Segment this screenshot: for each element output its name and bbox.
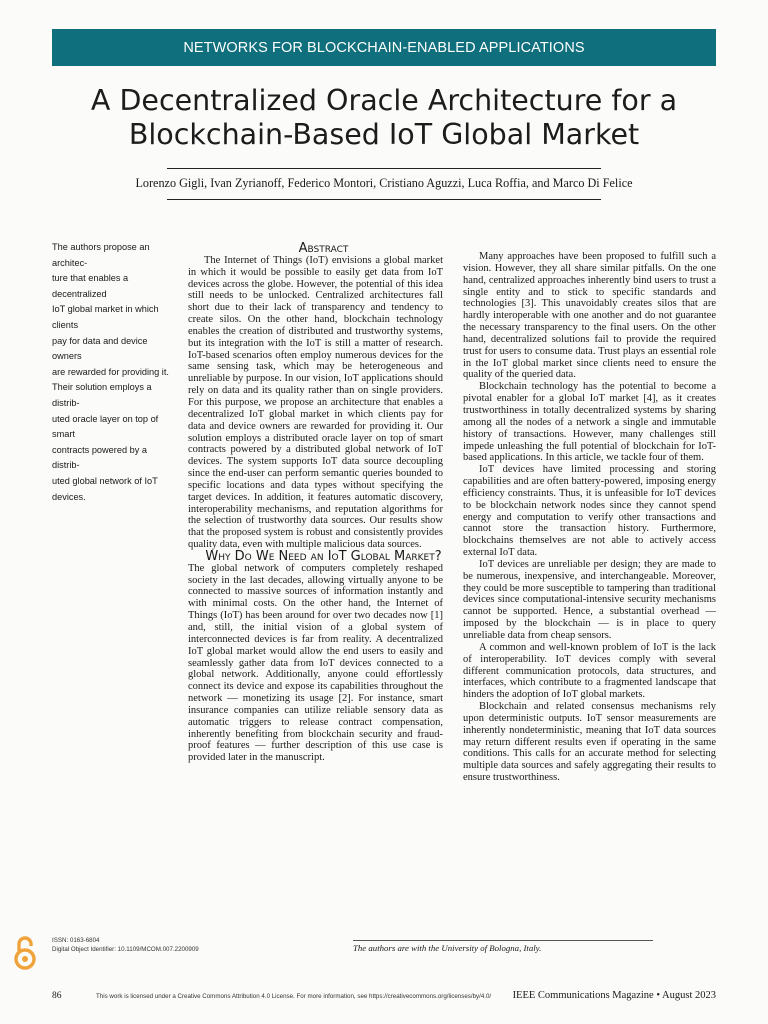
sidebar-line: are rewarded for providing it.	[52, 366, 169, 377]
doi-line: Digital Object Identifier: 10.1109/MCOM.007.2200909	[52, 946, 199, 953]
author-list: Lorenzo Gigli, Ivan Zyrianoff, Federico Montori, Cristiano Aguzzi, Luca Roffia, and Marco Di Felice	[135, 176, 633, 190]
sidebar-line: Their solution employs a distrib-	[52, 382, 152, 408]
section-banner: NETWORKS FOR BLOCKCHAIN-ENABLED APPLICATIONS	[52, 29, 716, 66]
body-paragraph: Blockchain and related consensus mechanisms rely upon deterministic outputs. IoT sensor measurements are inherently nondeterministic, meaning that IoT data sources may return different results even if operating in the same conditions. This calls for an accurate method for selecting multiple data sources and safely aggregating their results to ensure trustworthiness.	[463, 701, 716, 784]
body-paragraph: Many approaches have been proposed to fulfill such a vision. However, they all share similar pitfalls. On the one hand, centralized approaches inherently bind users to trust a single entity and to stick to specific standards and technologies [3]. This unavoidably creates silos that are hardly interoperable with one another and do not guarantee the necessary transparency to the final users. On the other hand, decentralized solutions fail to provide the required trust for users to consume data. Trust plays an essential role in the IoT global market since clients need to ensure the quality of the queried data.	[463, 251, 716, 381]
title-line-1: A Decentralized Oracle Architecture for a	[90, 84, 678, 117]
title-rule-bottom	[167, 199, 601, 200]
issn-line: ISSN: 0163-6804	[52, 937, 100, 944]
body-paragraph: Blockchain technology has the potential to become a pivotal enabler for a global IoT market [4], as it creates trustworthiness in totally decentralized systems by sharing among all the nodes of a network a single and immutable history of transactions. However, many challenges still impede unleashing the full potential of blockchain for IoT-based applications. In this article, we tackle four of them.	[463, 381, 716, 464]
footnote-rule	[353, 940, 653, 941]
body-paragraph: IoT devices are unreliable per design; they are made to be numerous, inexpensive, and interchangeable. Moreover, they could be more susceptible to tampering than traditional devices since computational-intensive security mechanisms cannot be supported. Hence, a substantial overhead — imposed by the blockchain — is in place to query unreliable data from cheap sensors.	[463, 558, 716, 641]
sidebar-line: uted global network of IoT devices.	[52, 475, 158, 502]
license-notice: This work is licensed under a Creative Commons Attribution 4.0 License. For more information, see https://creativecommons.org/licenses/by/4.0/	[96, 993, 492, 1000]
sidebar-line: The authors propose an architec-	[52, 242, 150, 268]
section-heading: Why Do We Need an IoT Global Market?	[205, 548, 442, 564]
right-column	[463, 251, 716, 784]
section-paragraph: The global network of computers completely reshaped society in the last decades, allowing virtually anyone to be connected to massive sources of information instantly and with minimal costs. On the other hand, the Internet of Things (IoT) has been around for over two decades now [1] and, still, the initial vision of a global system of interconnected devices is far from reality. A decentralized IoT global market would allow the end users to easily and seamlessly gather data from IoT devices connected to a global network. Additionally, anyone could effortlessly connect its device and expose its capabilities throughout the network — monetizing its usage [2]. For instance, smart insurance companies can utilize reliable sensory data as automatic triggers to release contract compensation, inherently benefiting from blockchain security and fraud-proof features — further description of this use case is provided later in the manuscript.	[188, 562, 443, 764]
abstract-heading: Abstract	[298, 241, 349, 256]
body-paragraph: A common and well-known problem of IoT is the lack of interoperability. IoT devices comply with several different communication protocols, data structures, and interfaces, which contribute to a fragmented landscape that hinders the adoption of IoT global markets.	[463, 641, 716, 701]
left-column	[188, 243, 443, 764]
journal-footer: IEEE Communications Magazine • August 2023	[512, 990, 716, 1001]
sidebar-line: ture that enables a decentralized	[52, 273, 129, 299]
page-number: 86	[52, 991, 62, 1001]
title-rule-top	[167, 168, 601, 169]
issn-block	[52, 936, 199, 954]
body-paragraph: IoT devices have limited processing and storing capabilities and are often battery-powered, imposing energy efficiency constraints. Thus, it is unfeasible for IoT devices to be blockchain network nodes since they cannot spend energy and computation to verify other transactions and cannot store the transaction history. Furthermore, blockchains themselves are not able to actively access external IoT data.	[463, 464, 716, 559]
author-affiliation-footnote: The authors are with the University of Bologna, Italy.	[353, 943, 542, 953]
summary-sidebar	[52, 240, 170, 505]
sidebar-line: uted oracle layer on top of smart	[52, 413, 159, 440]
sidebar-line: contracts powered by a distrib-	[52, 444, 147, 471]
sidebar-line: pay for data and device owners	[52, 335, 148, 362]
open-access-lock-icon	[13, 935, 37, 971]
sidebar-line: IoT global market in which clients	[52, 304, 159, 330]
paper-title	[40, 84, 728, 152]
title-line-2: Blockchain-Based IoT Global Market	[128, 118, 640, 151]
abstract-body: The Internet of Things (IoT) envisions a global market in which it would be possible to easily get data from IoT devices across the globe. However, the potential of this idea still needs to be unlocked. Centralized architectures fall short due to their lack of transparency and tendency to create silos. On the other hand, blockchain technology enables the creation of distributed and trustworthy systems, but its integration with the IoT is still a matter of research. IoT-based scenarios often employ numerous devices for the same sensing task, which may be heterogeneous and unreliable by purpose. In our vision, IoT applications should rely on data and its quality rather than on single providers. For this purpose, we propose an architecture that enables a decentralized IoT global market in which clients pay for data and device owners are rewarded for providing it. Our solution employs a distributed oracle layer on top of smart contracts powered by a distributed global network of IoT devices. The system supports IoT data source decoupling since the end-user can perform semantic queries bounded to specific locations and data types without specifying the target devices. In addition, it features automatic discovery, interoperability mechanisms, and reputation algorithms for the selection of trustworthy data sources. Our results show that the proposed system is robust and consistently provides quality data, even with multiple malicious data sources.	[188, 254, 443, 551]
